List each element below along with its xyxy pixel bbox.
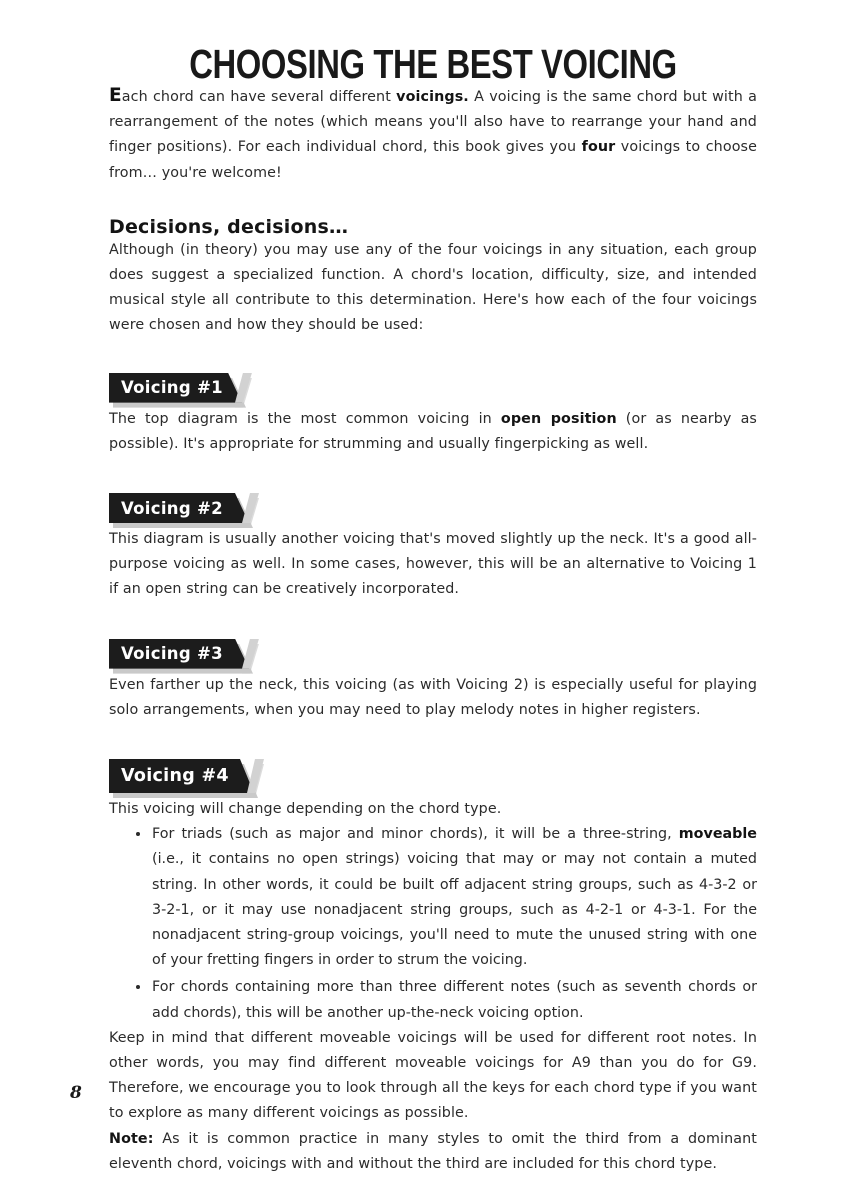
voicing-4-label: Voicing #4: [121, 766, 229, 787]
closing-paragraph: Keep in mind that different moveable voicings will be used for different root notes. In other words, you may find different moveable voicings for A9 than you do for G9. Therefore, we encourage you to look through all the keys for each chord type if you want to explore as many different voicings as possible.: [109, 1029, 757, 1122]
banner-sliver: [242, 639, 259, 669]
drop-cap: E: [109, 85, 122, 106]
banner-shape: [109, 639, 249, 669]
voicing-4-bullet-list: [109, 822, 757, 1026]
banner-shape: [109, 759, 254, 793]
voicing-1-label: Voicing #1: [121, 378, 223, 398]
voicing-4-paragraph: This voicing will change depending on the chord type.: [109, 801, 502, 818]
note-label: Note:: [109, 1130, 154, 1147]
voicing-2-banner: [109, 493, 757, 527]
bullet-1-text-part-2: (i.e., it contains no open strings) voicing that may or may not contain a muted string. In other words, it could be built off adjacent string groups, such as 4-3-2 or 3-2-1, or it may use nonadjacent string groups, such as 4-2-1 or 4-3-1. For the nonadjacent string-group voicings, you'll need to mute the unused string with one of your fretting fingers in order to strum the voicing.: [152, 851, 757, 969]
voicing-2-paragraph: This diagram is usually another voicing that's moved slightly up the neck. It's a good all-purpose voicing as well. In some cases, however, this will be an alternative to Voicing 1 if an open string can be creatively incorporated.: [109, 531, 757, 598]
banner-shape: [109, 373, 242, 403]
intro-bold-four: four: [581, 139, 616, 156]
bullet-dot-icon: [136, 985, 140, 989]
list-item: [109, 822, 757, 973]
voicing-4-banner: [109, 759, 757, 797]
voicing-1-bold-open-position: open position: [500, 410, 617, 427]
banner-shape: [109, 493, 249, 523]
banner-sliver: [242, 493, 259, 523]
intro-bold-voicings: voicings.: [396, 89, 469, 105]
page-content: [109, 0, 757, 1177]
voicing-3-label: Voicing #3: [121, 644, 223, 664]
bullet-1-text-part-1: For triads (such as major and minor chords), it will be a three-string,: [152, 826, 679, 843]
banner-sliver: [247, 759, 264, 793]
voicing-1-paragraph: [109, 407, 757, 457]
voicing-3-banner: [109, 639, 757, 673]
intro-text-part-3: voicings to choose from… you're welcome!: [109, 139, 757, 181]
intro-paragraph: [109, 85, 757, 186]
bullet-1-bold-moveable: moveable: [678, 826, 757, 843]
page-number: 8: [70, 1083, 82, 1103]
section-heading-decisions: Decisions, decisions…: [109, 215, 349, 238]
voicing-1-text-part-2: (or as nearby as possible). It's appropriate for strumming and usually fingerpicking as well.: [109, 410, 757, 452]
voicing-1-banner: [109, 373, 757, 407]
banner-sliver: [235, 373, 252, 403]
intro-text-part-2: A voicing is the same chord but with a rearrangement of the notes (which means you'll also have to rearrange your hand and finger positions). For each individual chord, this book gives you: [109, 89, 757, 156]
decisions-paragraph: Although (in theory) you may use any of the four voicings in any situation, each group does suggest a specialized function. A chord's location, difficulty, size, and intended musical style all contribute to this determination. Here's how each of the four voicings were chosen and how they should be used:: [109, 241, 757, 334]
bullet-dot-icon: [136, 832, 140, 836]
bullet-2-text: For chords containing more than three different notes (such as seventh chords or add chords), this will be another up-the-neck voicing option.: [152, 979, 757, 1021]
list-item: [109, 975, 757, 1025]
voicing-2-label: Voicing #2: [121, 498, 223, 518]
page-title: CHOOSING THE BEST VOICING: [189, 41, 677, 87]
note-text: As it is common practice in many styles to omit the third from a dominant eleventh chord, voicings with and without the third are included for this chord type.: [109, 1130, 757, 1172]
intro-text-part-1: ach chord can have several different: [121, 89, 397, 105]
voicing-3-paragraph: Even farther up the neck, this voicing (as with Voicing 2) is especially useful for playing solo arrangements, when you may need to play melody notes in higher registers.: [109, 676, 757, 718]
voicing-1-text-part-1: The top diagram is the most common voicing in: [109, 410, 501, 427]
